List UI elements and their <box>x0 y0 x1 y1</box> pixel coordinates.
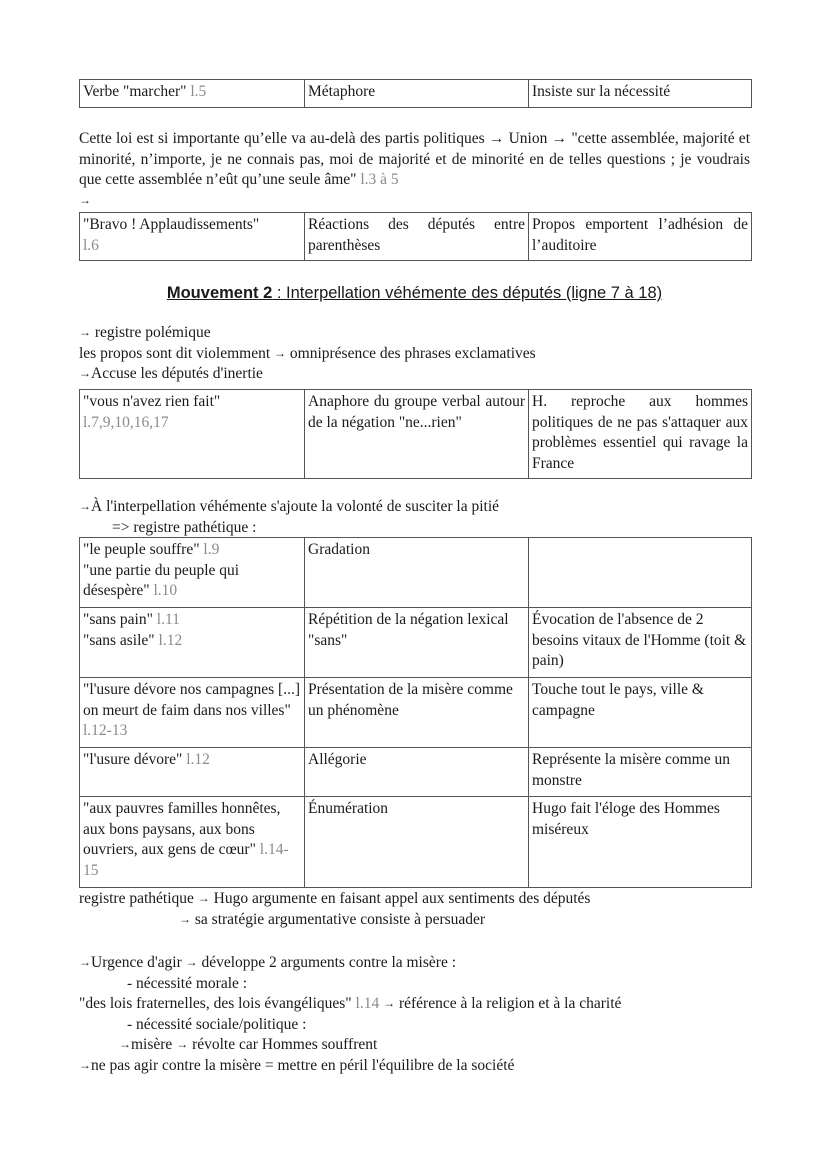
block-urgence <box>79 953 750 1076</box>
line-reference: l.7,9,10,16,17 <box>83 413 169 431</box>
block-strategie <box>79 889 750 930</box>
text-line: →Urgence d'agir → développe 2 arguments contre la misère : <box>79 954 457 971</box>
line-reference: l.12 <box>186 751 210 768</box>
table-cell-effect: Hugo fait l'éloge des Hommes miséreux <box>529 797 752 888</box>
line-reference: l.3 à 5 <box>360 171 399 188</box>
table-cell-quote: "aux pauvres familles honnêtes, aux bons paysans, aux bons ouvriers, aux gens de cœur" l.14-15 <box>80 797 305 888</box>
text-line: → registre polémique <box>79 324 211 341</box>
block-pathetique-intro <box>79 497 750 538</box>
text-line: les propos sont dit violemment → omniprésence des phrases exclamatives <box>79 344 536 362</box>
text-line: →Accuse les députés d'inertie <box>79 365 263 382</box>
section-heading <box>79 283 750 304</box>
table-cell-device: Métaphore <box>305 80 529 108</box>
text-line: →misère → révolte car Hommes souffrent <box>119 1036 378 1053</box>
text-line: - nécessité morale : <box>127 974 248 992</box>
table-cell-effect: Évocation de l'absence de 2 besoins vitaux de l'Homme (toit & pain) <box>529 608 752 678</box>
line-reference: l.6 <box>83 236 99 254</box>
analysis-table-4 <box>79 537 752 888</box>
quote-text: Verbe "marcher" <box>83 83 187 100</box>
table-cell-quote <box>80 390 305 479</box>
heading-rest: : Interpellation véhémente des députés (ligne 7 à 18) <box>272 284 663 302</box>
table-row <box>80 538 752 608</box>
table-cell-effect: Propos emportent l’adhésion de l’auditoire <box>529 213 752 261</box>
text-line: → sa stratégie argumentative consiste à persuader <box>179 910 486 928</box>
table-row <box>80 213 752 261</box>
line-reference: l.9 <box>203 541 220 558</box>
table-row <box>80 80 752 108</box>
table-cell-quote: "le peuple souffre" l.9 "une partie du peuple qui désespère" l.10 <box>80 538 305 608</box>
table-row <box>80 748 752 797</box>
line-reference: l.14 <box>355 995 380 1012</box>
table-row <box>80 678 752 748</box>
line-reference: l.10 <box>153 582 178 599</box>
table-row <box>80 608 752 678</box>
line-reference: l.14-15 <box>83 841 289 879</box>
table-cell-device: Énumération <box>305 797 529 888</box>
table-cell-device: Anaphore du groupe verbal autour de la négation "ne...rien" <box>305 390 529 479</box>
line-reference: l.12-13 <box>83 722 128 739</box>
analysis-table-2 <box>79 212 752 261</box>
table-cell-device: Présentation de la misère comme un phénomène <box>305 678 529 748</box>
text-line: => registre pathétique : <box>112 518 257 536</box>
table-cell-effect: Représente la misère comme un monstre <box>529 748 752 797</box>
block-polemique <box>79 323 750 385</box>
line-reference: l.5 <box>190 83 207 100</box>
heading-bold: Mouvement 2 <box>166 284 273 302</box>
table-cell-quote: "sans pain" l.11 "sans asile" l.12 <box>80 608 305 678</box>
arrow-line: → <box>79 192 91 207</box>
table-cell-effect: Insiste sur la nécessité <box>529 80 752 108</box>
paragraph-union <box>79 129 750 211</box>
table-cell-quote <box>80 213 305 261</box>
text-line: →ne pas agir contre la misère = mettre en péril l'équilibre de la société <box>79 1056 515 1074</box>
text-line: →À l'interpellation véhémente s'ajoute la volonté de susciter la pitié <box>79 498 500 515</box>
text-line: "des lois fraternelles, des lois évangéliques" l.14 → référence à la religion et à la charité <box>79 995 622 1012</box>
line-reference: l.12 <box>158 631 183 649</box>
analysis-table-1 <box>79 79 752 108</box>
line-reference: l.11 <box>156 611 180 628</box>
quote-text: "Bravo ! Applaudissements" <box>83 216 260 233</box>
table-cell-quote: "l'usure dévore nos campagnes [...] on meurt de faim dans nos villes" l.12-13 <box>80 678 305 748</box>
table-cell-device: Répétition de la négation lexical "sans" <box>305 608 529 678</box>
table-cell-quote <box>80 80 305 108</box>
table-cell-quote: "l'usure dévore" l.12 <box>80 748 305 797</box>
table-row <box>80 797 752 888</box>
table-cell-effect <box>529 538 752 608</box>
table-row <box>80 390 752 479</box>
text-line: registre pathétique → Hugo argumente en faisant appel aux sentiments des députés <box>79 890 591 907</box>
paragraph-text: Cette loi est si importante qu’elle va au-delà des partis politiques → Union → "cette assemblée, majorité et minorité, n’importe, je ne connais pas, moi de majorité et de minorité en de telles questions ; je voudrais que cette assemblée n’eût qu’une seule âme" l.3 à 5 <box>79 130 750 188</box>
analysis-table-3 <box>79 389 752 479</box>
text-line: - nécessité sociale/politique : <box>127 1015 307 1033</box>
table-cell-device: Réactions des députés entre parenthèses <box>305 213 529 261</box>
table-cell-effect: Touche tout le pays, ville & campagne <box>529 678 752 748</box>
table-cell-device: Allégorie <box>305 748 529 797</box>
table-cell-effect: H. reproche aux hommes politiques de ne pas s'attaquer aux problèmes essentiel qui ravage la France <box>529 390 752 479</box>
table-cell-device: Gradation <box>305 538 529 608</box>
quote-text: "vous n'avez rien fait" <box>83 393 221 410</box>
